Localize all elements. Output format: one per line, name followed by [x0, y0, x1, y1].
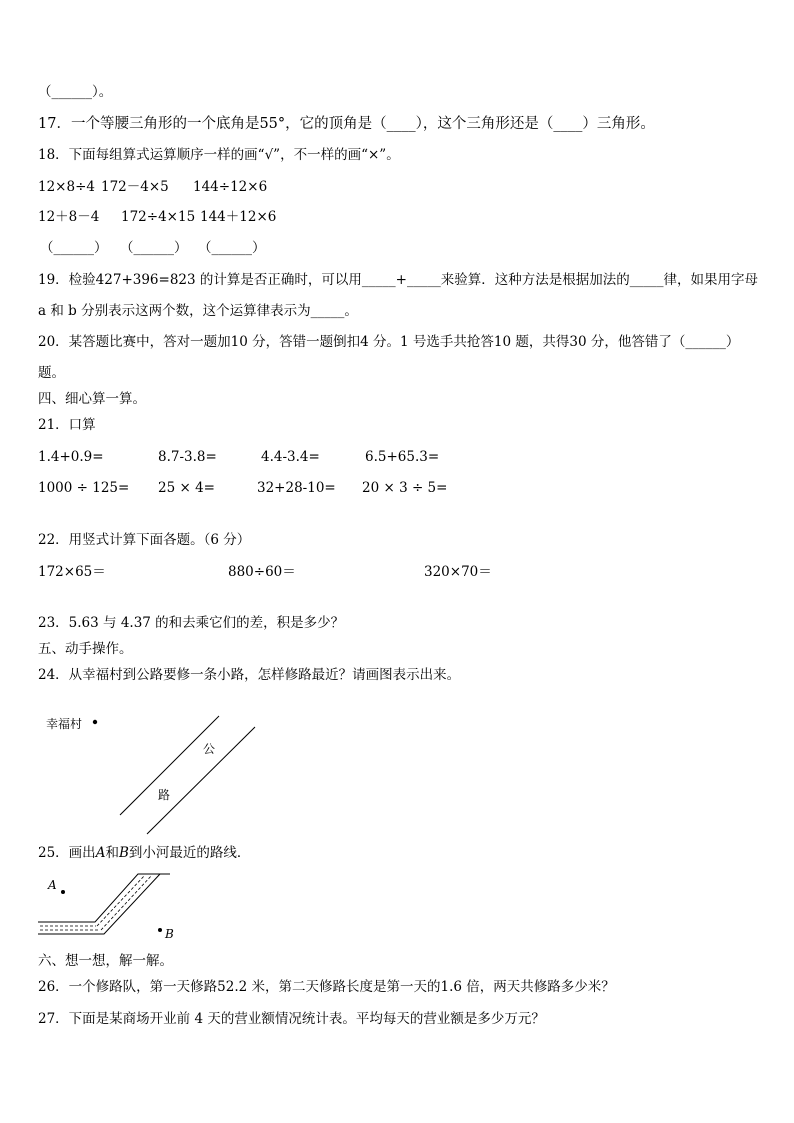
q18-expr-1-1: 12×8÷4: [38, 179, 95, 195]
question-21: 21．口算: [38, 417, 96, 433]
question-19-line-2: a 和 b 分别表示这两个数，这个运算律表示为_____。: [38, 303, 358, 319]
q22-item-3: 320×70＝: [424, 564, 492, 580]
question-17: 17．一个等腰三角形的一个底角是55°，它的顶角是（____），这个三角形还是（____）三角形。: [38, 116, 655, 132]
q21-item-1-2: 8.7-3.8=: [158, 449, 217, 465]
q21-item-2-2: 25 × 4=: [158, 480, 215, 496]
q18-answer-2: （______）: [120, 240, 188, 256]
question-18: 18．下面每组算式运算顺序一样的画“√”，不一样的画“×”。: [38, 147, 400, 163]
q21-item-2-3: 32+28-10=: [257, 480, 336, 496]
q22-item-1: 172×65＝: [38, 564, 106, 580]
section-5-heading: 五、动手操作。: [38, 641, 133, 657]
road-label-2: 路: [158, 788, 171, 802]
q21-item-1-3: 4.4-3.4=: [261, 449, 320, 465]
question-22: 22．用竖式计算下面各题。（6 分）: [38, 532, 251, 548]
section-6-heading: 六、想一想，解一解。: [38, 953, 173, 969]
q25-text-suffix: 到小河最近的路线．: [128, 845, 251, 861]
point-b-dot: [158, 928, 162, 932]
question-19-line-1: 19．检验427+396=823 的计算是否正确时，可以用_____+_____来验算．这种方法是根据加法的_____律，如果用字母: [38, 272, 758, 288]
question-20-line-2: 题。: [38, 365, 65, 381]
point-a-dot: [61, 890, 65, 894]
q18-answer-1: （______）: [40, 240, 108, 256]
section-4-heading: 四、细心算一算。: [38, 391, 146, 407]
q18-expr-2-2: 172÷4×15: [121, 209, 196, 225]
q21-item-2-4: 20 × 3 ÷ 5=: [362, 480, 448, 496]
q18-answer-3: （______）: [198, 240, 266, 256]
river-label-a: A: [48, 878, 57, 892]
q22-item-2: 880÷60＝: [228, 564, 296, 580]
q25-text-and: 和: [105, 845, 119, 861]
question-23: 23．5.63 与 4.37 的和去乘它们的差，积是多少？: [38, 615, 345, 631]
question-20-line-1: 20．某答题比赛中，答对一题加10 分，答错一题倒扣4 分。1 号选手共抢答10 题，共得30 分，他答错了（______）: [38, 334, 740, 350]
road-label-1: 公: [203, 742, 216, 756]
q18-expr-2-3: 144＋12×6: [200, 209, 277, 225]
question-27: 27．下面是某商场开业前 4 天的营业额情况统计表。平均每天的营业额是多少万元？: [38, 1011, 545, 1027]
q21-item-2-1: 1000 ÷ 125=: [38, 480, 130, 496]
q18-expr-1-3: 144÷12×6: [193, 179, 268, 195]
river-label-b: B: [165, 927, 174, 941]
q18-expr-1-2: 172－4×5: [101, 179, 169, 195]
prev-answer-blank: （______）。: [38, 84, 113, 100]
q25-text-prefix: 25．画出: [38, 845, 96, 861]
question-26: 26．一个修路队，第一天修路52.2 米，第二天修路长度是第一天的1.6 倍，两天共修路多少米？: [38, 979, 615, 995]
q18-expr-2-1: 12＋8－4: [38, 209, 100, 225]
q21-item-1-1: 1.4+0.9=: [38, 449, 104, 465]
q25-point-a: A: [95, 845, 106, 861]
village-label: 幸福村: [46, 717, 83, 731]
q25-point-b: B: [118, 845, 129, 861]
question-24: 24．从幸福村到公路要修一条小路，怎样修路最近？请画图表示出来。: [38, 667, 461, 683]
q21-item-1-4: 6.5+65.3=: [365, 449, 440, 465]
